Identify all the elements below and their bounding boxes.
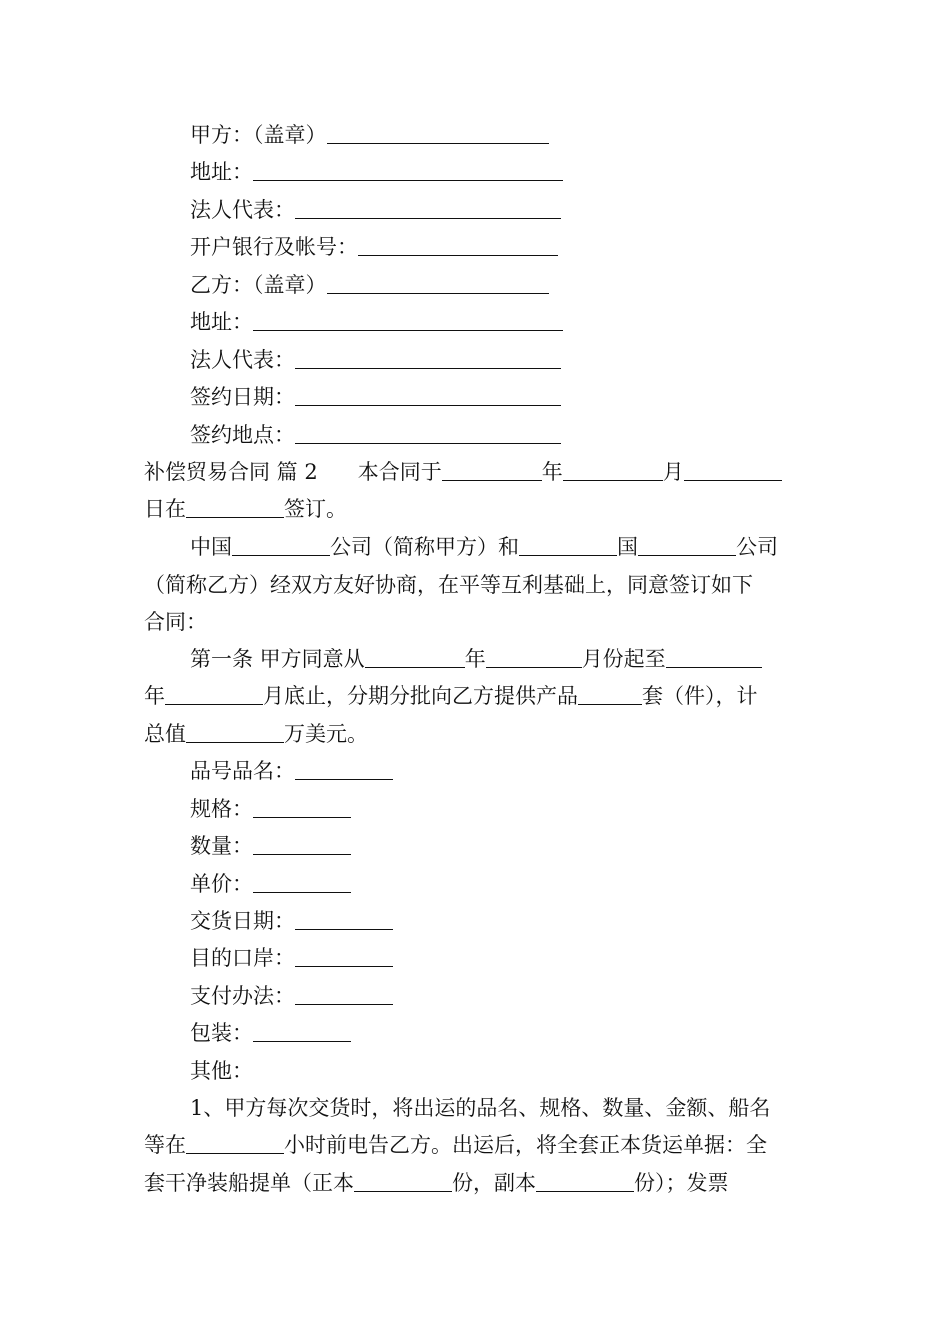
art1-text-c: 月份起至: [581, 647, 666, 671]
contract-heading: 补偿贸易合同 篇 2: [144, 460, 318, 484]
other-label: 其他：: [190, 1059, 253, 1083]
item1-text-e: 份，副本: [452, 1171, 536, 1195]
address-b-line: [190, 308, 563, 336]
packing-label: 包装：: [190, 1021, 253, 1045]
p1-month-blank[interactable]: [563, 460, 663, 481]
delivery-blank[interactable]: [295, 909, 393, 930]
address-a-label: 地址：: [190, 160, 253, 184]
port-blank[interactable]: [295, 946, 393, 967]
item1-line-3: [144, 1169, 729, 1197]
p1-text-c: 月: [662, 460, 684, 484]
payment-label: 支付办法：: [190, 984, 295, 1008]
bank-a-blank[interactable]: [358, 235, 558, 256]
contract-heading-line: [144, 458, 806, 486]
sign-date-label: 签约日期：: [190, 385, 295, 409]
party-a-label: 甲方：（盖章）: [190, 123, 327, 147]
item1-hours-blank[interactable]: [186, 1133, 284, 1154]
art1-line-3: [144, 720, 368, 748]
party-a-blank[interactable]: [327, 123, 549, 144]
delivery-label: 交货日期：: [190, 909, 295, 933]
art1-line-1: [190, 645, 762, 673]
p2-company-b-blank[interactable]: [638, 535, 736, 556]
art1-total-blank[interactable]: [186, 722, 284, 743]
price-label: 单价：: [190, 872, 253, 896]
p1-text-b: 年: [541, 460, 563, 484]
item1-text-c: 小时前电告乙方。出运后，将全套正本货运单据：全: [284, 1133, 767, 1157]
art1-text-h: 万美元。: [284, 722, 368, 746]
art1-line-2: [144, 682, 758, 710]
item1-line-2: [144, 1131, 767, 1159]
p2-text-d: 公司: [736, 535, 778, 559]
item1-text-f: 份）；发票: [634, 1171, 729, 1195]
price-blank[interactable]: [253, 872, 351, 893]
address-a-blank[interactable]: [253, 160, 563, 181]
item1-line-1: 1、甲方每次交货时，将出运的品名、规格、数量、金额、船名: [190, 1096, 771, 1120]
art1-month-to-blank[interactable]: [165, 684, 263, 705]
p1-year-blank[interactable]: [442, 460, 542, 481]
p2-line-1: [190, 533, 778, 561]
sign-date-line: [190, 383, 561, 411]
item1-text-d: 套干净装船提单（正本: [144, 1171, 354, 1195]
spec-label: 规格：: [190, 797, 253, 821]
payment-line: [190, 982, 393, 1010]
product-label: 品号品名：: [190, 759, 295, 783]
party-b-label: 乙方：（盖章）: [190, 273, 327, 297]
price-line: [190, 870, 351, 898]
address-b-blank[interactable]: [253, 310, 563, 331]
p1-day-blank[interactable]: [684, 460, 782, 481]
art1-text-d: 年: [144, 684, 165, 708]
delivery-line: [190, 907, 393, 935]
p2-text-c: 国: [617, 535, 638, 559]
item1-text-b: 等在: [144, 1133, 186, 1157]
rep-b-line: [190, 346, 561, 374]
rep-a-blank[interactable]: [295, 198, 561, 219]
party-b-line: [190, 271, 549, 299]
p2-line-2: （简称乙方）经双方友好协商，在平等互利基础上，同意签订如下: [144, 573, 753, 597]
p1-place-blank[interactable]: [186, 497, 284, 518]
product-line: [190, 757, 393, 785]
p1-text-a: 本合同于: [357, 460, 442, 484]
art1-year-from-blank[interactable]: [365, 647, 465, 668]
rep-a-line: [190, 196, 561, 224]
qty-label: 数量：: [190, 834, 253, 858]
bank-a-line: [190, 233, 558, 261]
art1-text-e: 月底止，分期分批向乙方提供产品: [263, 684, 578, 708]
art1-text-f: 套（件），计: [642, 684, 758, 708]
p2-company-a-blank[interactable]: [232, 535, 330, 556]
port-line: [190, 944, 393, 972]
address-b-label: 地址：: [190, 310, 253, 334]
p2-text-b: 公司（简称甲方）和: [330, 535, 519, 559]
packing-blank[interactable]: [253, 1021, 351, 1042]
party-a-line: [190, 121, 549, 149]
sign-place-blank[interactable]: [295, 423, 561, 444]
art1-text-b: 年: [464, 647, 486, 671]
port-label: 目的口岸：: [190, 946, 295, 970]
p1-text-e: 签订。: [284, 497, 347, 521]
sign-place-line: [190, 421, 561, 449]
payment-blank[interactable]: [295, 984, 393, 1005]
p2-line-3: 合同：: [144, 610, 207, 634]
p1-text-d: 日在: [144, 497, 186, 521]
product-blank[interactable]: [295, 759, 393, 780]
p2-country-blank[interactable]: [519, 535, 617, 556]
qty-line: [190, 832, 351, 860]
rep-a-label: 法人代表：: [190, 198, 295, 222]
item1-copy-blank[interactable]: [536, 1171, 634, 1192]
sign-date-blank[interactable]: [295, 385, 561, 406]
art1-text-a: 第一条 甲方同意从: [190, 647, 365, 671]
bank-a-label: 开户银行及帐号：: [190, 235, 358, 259]
packing-line: [190, 1019, 351, 1047]
spec-line: [190, 795, 351, 823]
p1-line-2: [144, 495, 347, 523]
address-a-line: [190, 158, 563, 186]
sign-place-label: 签约地点：: [190, 423, 295, 447]
other-line: [190, 1057, 253, 1085]
art1-year-to-blank[interactable]: [666, 647, 762, 668]
rep-b-label: 法人代表：: [190, 348, 295, 372]
p2-text-a: 中国: [190, 535, 232, 559]
spec-blank[interactable]: [253, 797, 351, 818]
party-b-blank[interactable]: [327, 273, 549, 294]
art1-sets-blank[interactable]: [578, 684, 642, 705]
art1-text-g: 总值: [144, 722, 186, 746]
qty-blank[interactable]: [253, 834, 351, 855]
item1-original-blank[interactable]: [354, 1171, 452, 1192]
rep-b-blank[interactable]: [295, 348, 561, 369]
art1-month-from-blank[interactable]: [486, 647, 582, 668]
